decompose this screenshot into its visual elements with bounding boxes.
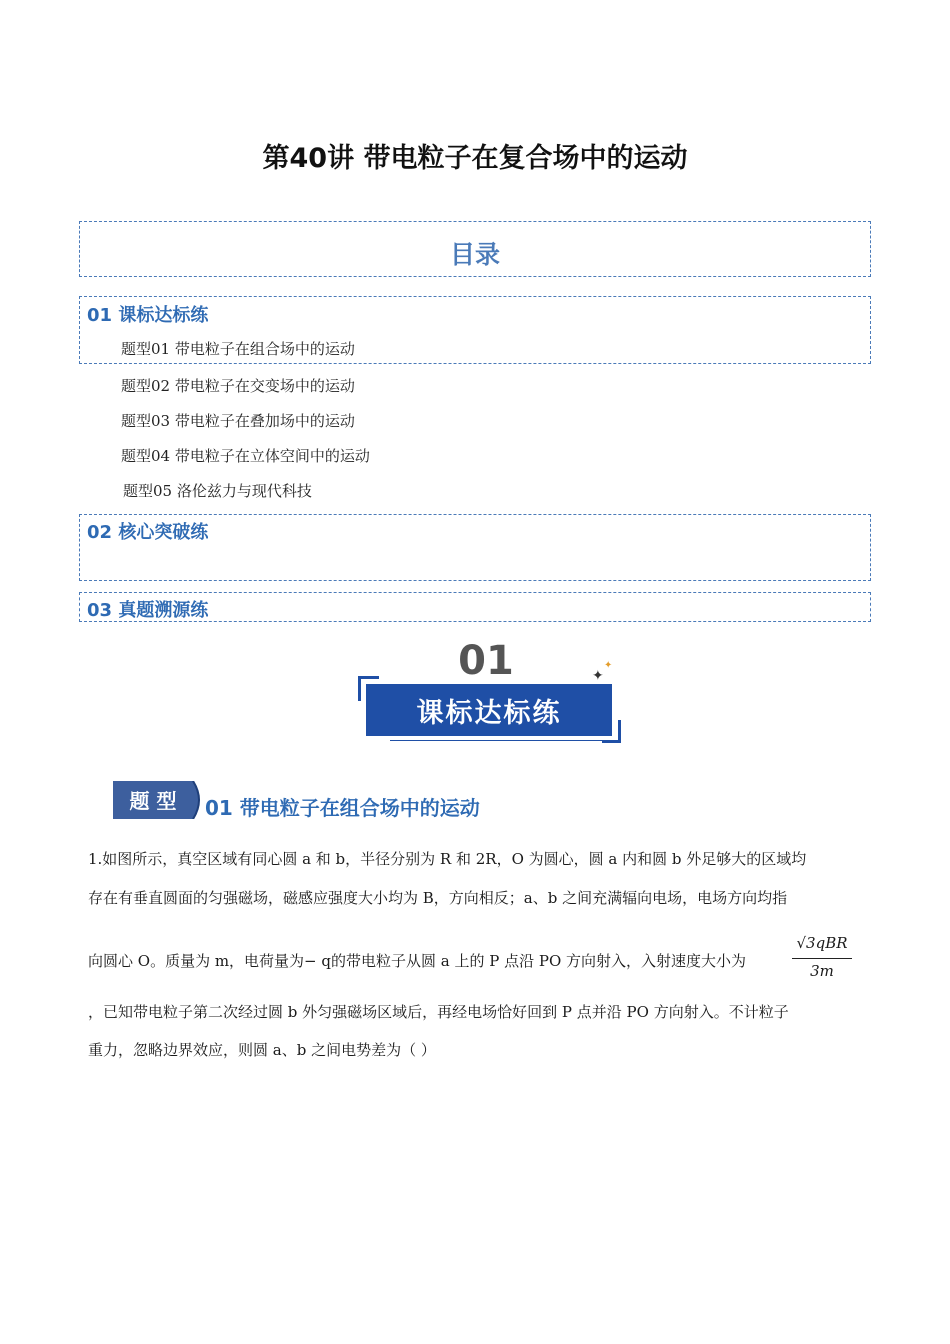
fraction-numerator: √3qBR [796, 934, 848, 952]
badge-number: 01 [458, 638, 514, 684]
type-banner-text: 题 型 [129, 789, 177, 813]
section-badge [356, 636, 626, 746]
fraction-bar [792, 958, 852, 959]
sparkle-icon: ✦ [592, 668, 604, 684]
toc-item-type05[interactable]: 题型05 洛伦兹力与现代科技 [123, 482, 312, 500]
toc-item-type02[interactable]: 题型02 带电粒子在交变场中的运动 [121, 377, 355, 395]
question-line-1: 1.如图所示，真空区域有同心圆 a 和 b，半径分别为 R 和 2R，O 为圆心，圆 a 内和圆 b 外足够大的区域均 [88, 850, 807, 868]
type-section-label: 01 带电粒子在组合场中的运动 [205, 796, 480, 820]
toc-item-type03[interactable]: 题型03 带电粒子在叠加场中的运动 [121, 412, 355, 430]
toc-item-type04[interactable]: 题型04 带电粒子在立体空间中的运动 [121, 447, 370, 465]
question-line-5: 重力，忽略边界效应，则圆 a、b 之间电势差为（ ） [88, 1041, 436, 1059]
toc-heading: 目录 [449, 240, 500, 269]
badge-box [366, 684, 612, 736]
question-line-3: 向圆心 O。质量为 m，电荷量为− q的带电粒子从圆 a 上的 P 点沿 PO 方向射入，入射速度大小为 [88, 952, 747, 970]
toc-item-type01[interactable]: 题型01 带电粒子在组合场中的运动 [121, 340, 355, 358]
question-line-4: ，已知带电粒子第二次经过圆 b 外匀强磁场区域后，再经电场恰好回到 P 点并沿 PO 方向射入。不计粒子 [88, 1003, 789, 1021]
toc-section-02-label[interactable]: 02 核心突破练 [87, 522, 209, 543]
toc-section-03-label[interactable]: 03 真题溯源练 [87, 600, 209, 621]
badge-underline [390, 740, 616, 741]
fraction-denominator: 3m [810, 962, 834, 980]
sparkle-small-icon: ✦ [604, 660, 613, 671]
type-banner-icon [113, 781, 205, 819]
toc-section-01-label[interactable]: 01 课标达标练 [87, 305, 209, 326]
page-title: 第40讲 带电粒子在复合场中的运动 [262, 143, 688, 174]
question-line-2: 存在有垂直圆面的匀强磁场，磁感应强度大小均为 B，方向相反；a、b 之间充满辐向电场，电场方向均指 [88, 889, 788, 907]
badge-text: 课标达标练 [416, 697, 562, 729]
